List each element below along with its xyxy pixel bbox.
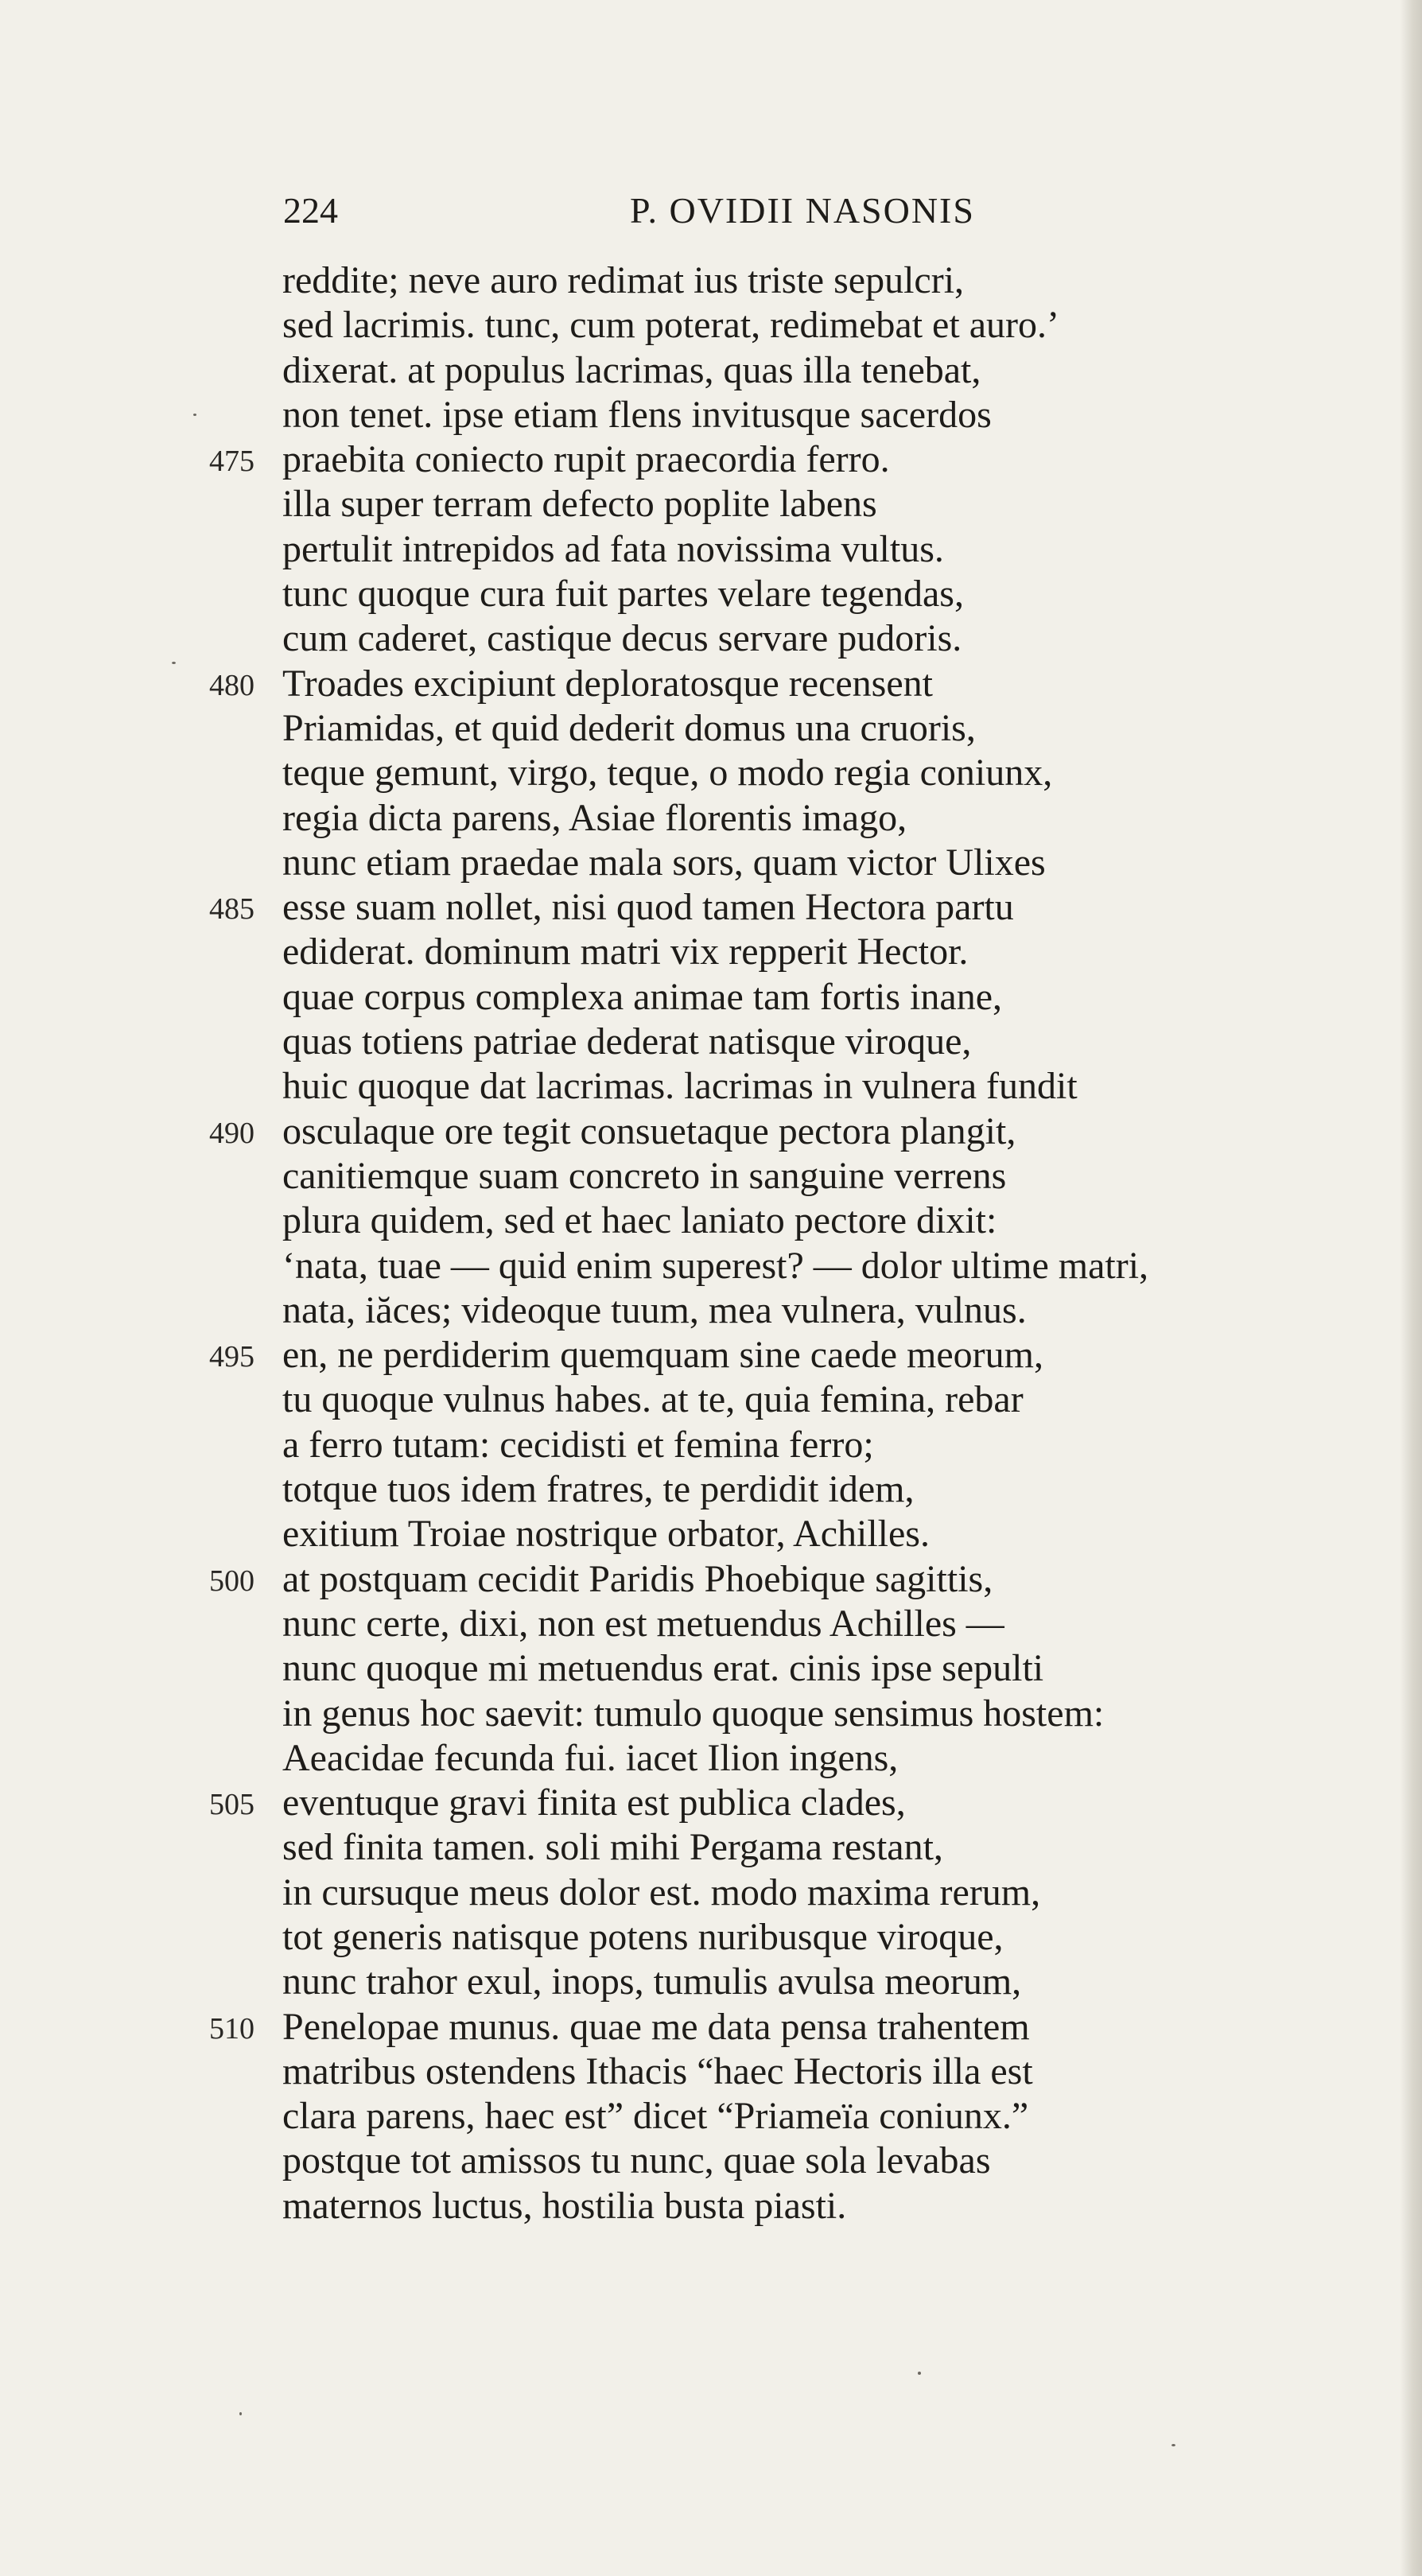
verse-line — [0, 2139, 1400, 2183]
verse-line — [0, 1871, 1400, 1915]
line-number: 500 — [209, 1564, 254, 1598]
line-text: tot generis natisque potens nuribusque viroque, — [282, 1915, 1004, 1958]
line-text: a ferro tutam: cecidisti et femina ferro; — [282, 1423, 874, 1466]
line-text: ediderat. dominum matri vix repperit Hector. — [282, 931, 969, 973]
page-edge-shadow — [1400, 0, 1422, 2576]
verse-line — [0, 796, 1400, 841]
line-text: eventuque gravi finita est publica clades, — [282, 1781, 906, 1824]
line-text: tunc quoque cura fuit partes velare tegendas, — [282, 573, 964, 616]
line-number: 475 — [209, 445, 254, 479]
verse-line — [0, 2050, 1400, 2094]
verse-line — [0, 2184, 1400, 2228]
line-text: sed finita tamen. soli mihi Pergama restant, — [282, 1826, 943, 1869]
line-text: Penelopae munus. quae me data pensa trahentem — [282, 2005, 1030, 2048]
verse-line — [0, 1602, 1400, 1646]
verse-line — [0, 348, 1400, 393]
line-text: reddite; neve auro redimat ius triste sepulcri, — [282, 259, 965, 301]
verse-line — [0, 616, 1400, 661]
line-text: nunc quoque mi metuendus erat. cinis ipse sepulti — [282, 1647, 1044, 1690]
page-number: 224 — [283, 190, 338, 231]
line-number: 490 — [209, 1116, 254, 1150]
line-text: maternos luctus, hostilia busta piasti. — [282, 2184, 847, 2227]
verse-line — [0, 1825, 1400, 1870]
paper-speck — [918, 2372, 921, 2375]
line-text: dixerat. at populus lacrimas, quas illa tenebat, — [282, 348, 981, 391]
line-text: illa super terram defecto poplite labens — [282, 483, 877, 526]
verse-line — [0, 1199, 1400, 1243]
line-text: Aeacidae fecunda fui. iacet Ilion ingens, — [282, 1736, 899, 1779]
line-text: canitiemque suam concreto in sanguine verrens — [282, 1154, 1007, 1197]
verse-line — [0, 1736, 1400, 1781]
verse-line — [0, 2094, 1400, 2139]
verse-line — [0, 930, 1400, 974]
verse-line — [0, 1512, 1400, 1556]
line-text: praebita coniecto rupit praecordia ferro. — [282, 438, 890, 481]
line-text: Troades excipiunt deploratosque recensent — [282, 662, 933, 705]
line-text: clara parens, haec est” dicet “Priameïa coniunx.” — [282, 2095, 1029, 2138]
paper-speck — [193, 414, 196, 416]
verse-line — [0, 1781, 1400, 1825]
verse-line — [0, 2005, 1400, 2050]
line-text: nunc etiam praedae mala sors, quam victor Ulixes — [282, 841, 1046, 884]
line-number: 505 — [209, 1788, 254, 1822]
paper-speck — [1171, 2444, 1175, 2446]
line-text: cum caderet, castique decus servare pudoris. — [282, 617, 962, 660]
line-text: at postquam cecidit Paridis Phoebique sagittis, — [282, 1557, 993, 1600]
verse-line — [0, 1288, 1400, 1333]
verse-line — [0, 885, 1400, 930]
line-text: teque gemunt, virgo, teque, o modo regia coniunx, — [282, 752, 1053, 795]
verse-line — [0, 1467, 1400, 1512]
line-text: quae corpus complexa animae tam fortis inane, — [282, 975, 1002, 1018]
line-text: matribus ostendens Ithacis “haec Hectoris illa est — [282, 2050, 1033, 2092]
line-text: tu quoque vulnus habes. at te, quia femina, rebar — [282, 1378, 1024, 1421]
verse-line — [0, 1960, 1400, 2004]
line-text: sed lacrimis. tunc, cum poterat, redimebat et auro.’ — [282, 304, 1059, 347]
verse-line — [0, 1377, 1400, 1422]
line-number: 485 — [209, 892, 254, 927]
verse-line — [0, 1020, 1400, 1064]
verse-line — [0, 1064, 1400, 1109]
line-text: huic quoque dat lacrimas. lacrimas in vulnera fundit — [282, 1065, 1078, 1108]
line-text: regia dicta parens, Asiae florentis imago, — [282, 796, 907, 839]
verse-line — [0, 841, 1400, 885]
verse-line — [0, 975, 1400, 1020]
line-text: quas totiens patriae dederat natisque viroque, — [282, 1020, 972, 1063]
line-text: plura quidem, sed et haec laniato pectore dixit: — [282, 1199, 997, 1242]
verse-line — [0, 1333, 1400, 1377]
verse-line — [0, 527, 1400, 572]
line-text: in genus hoc saevit: tumulo quoque sensimus hostem: — [282, 1692, 1105, 1735]
verse-line — [0, 1154, 1400, 1199]
line-text: nata, iăces; videoque tuum, mea vulnera, vulnus. — [282, 1288, 1027, 1331]
paper-speck — [172, 662, 176, 664]
line-number: 510 — [209, 2011, 254, 2046]
page-title: P. OVIDII NASONIS — [630, 190, 975, 231]
verse-line — [0, 393, 1400, 437]
line-number: 495 — [209, 1340, 254, 1374]
verse-line — [0, 1244, 1400, 1288]
verse-line — [0, 751, 1400, 795]
line-number: 480 — [209, 668, 254, 702]
line-text: totque tuos idem fratres, te perdidit idem, — [282, 1468, 915, 1511]
verse-text-block — [0, 258, 1400, 2228]
verse-line — [0, 1109, 1400, 1154]
verse-line — [0, 1423, 1400, 1467]
verse-line — [0, 1557, 1400, 1602]
line-text: nunc certe, dixi, non est metuendus Achilles — — [282, 1602, 1004, 1645]
verse-line — [0, 706, 1400, 751]
line-text: postque tot amissos tu nunc, quae sola levabas — [282, 2139, 991, 2182]
line-text: en, ne perdiderim quemquam sine caede meorum, — [282, 1334, 1043, 1377]
verse-line — [0, 1646, 1400, 1691]
verse-line — [0, 662, 1400, 706]
verse-line — [0, 303, 1400, 348]
verse-line — [0, 1915, 1400, 1960]
verse-line — [0, 1692, 1400, 1736]
line-text: pertulit intrepidos ad fata novissima vultus. — [282, 527, 944, 570]
line-text: non tenet. ipse etiam flens invitusque sacerdos — [282, 393, 992, 436]
verse-line — [0, 482, 1400, 526]
verse-line — [0, 258, 1400, 303]
running-head — [283, 189, 1015, 237]
line-text: ‘nata, tuae — quid enim superest? — dolor ultime matri, — [282, 1244, 1149, 1287]
line-text: osculaque ore tegit consuetaque pectora plangit, — [282, 1109, 1016, 1152]
line-text: exitium Troiae nostrique orbator, Achilles. — [282, 1513, 930, 1556]
paper-speck — [239, 2412, 242, 2415]
verse-line — [0, 437, 1400, 482]
line-text: esse suam nollet, nisi quod tamen Hectora partu — [282, 886, 1014, 929]
line-text: nunc trahor exul, inops, tumulis avulsa meorum, — [282, 1960, 1022, 2003]
line-text: in cursuque meus dolor est. modo maxima rerum, — [282, 1871, 1041, 1914]
line-text: Priamidas, et quid dederit domus una cruoris, — [282, 706, 976, 749]
verse-line — [0, 572, 1400, 616]
